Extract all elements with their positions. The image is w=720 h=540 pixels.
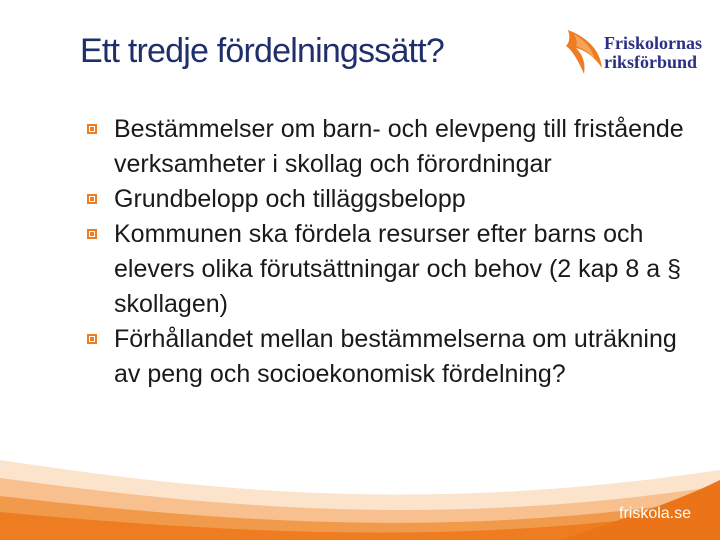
bullet-item — [84, 182, 704, 217]
square-bullet-icon — [87, 124, 97, 134]
bullet-text: Bestämmelser om barn- och elevpeng till fristående verksamheter i skollag och förordningar — [114, 115, 684, 178]
bullet-item — [84, 322, 704, 392]
square-bullet-icon — [87, 229, 97, 239]
bullet-item — [84, 112, 704, 182]
logo-line-2: riksförbund — [604, 52, 698, 72]
logo-line-1: Friskolornas — [604, 33, 703, 53]
flame-icon — [564, 28, 604, 76]
bullet-text: Kommunen ska fördela resurser efter barns och elevers olika förutsättningar och behov (2 kap 8 a § skollagen) — [114, 220, 682, 318]
bullet-list — [84, 112, 704, 392]
bullet-text: Förhållandet mellan bestämmelserna om uträkning av peng och socioekonomisk fördelning? — [114, 325, 677, 388]
bullet-item — [84, 217, 704, 322]
friskolornas-logo — [564, 28, 714, 78]
footer-url: friskola.se — [619, 505, 692, 522]
slide-title: Ett tredje fördelningssätt? — [80, 32, 444, 70]
square-bullet-icon — [87, 194, 97, 204]
logo-wordmark — [604, 34, 702, 72]
square-bullet-icon — [87, 334, 97, 344]
bullet-text: Grundbelopp och tilläggsbelopp — [114, 185, 466, 213]
footer-swoosh — [0, 420, 720, 540]
